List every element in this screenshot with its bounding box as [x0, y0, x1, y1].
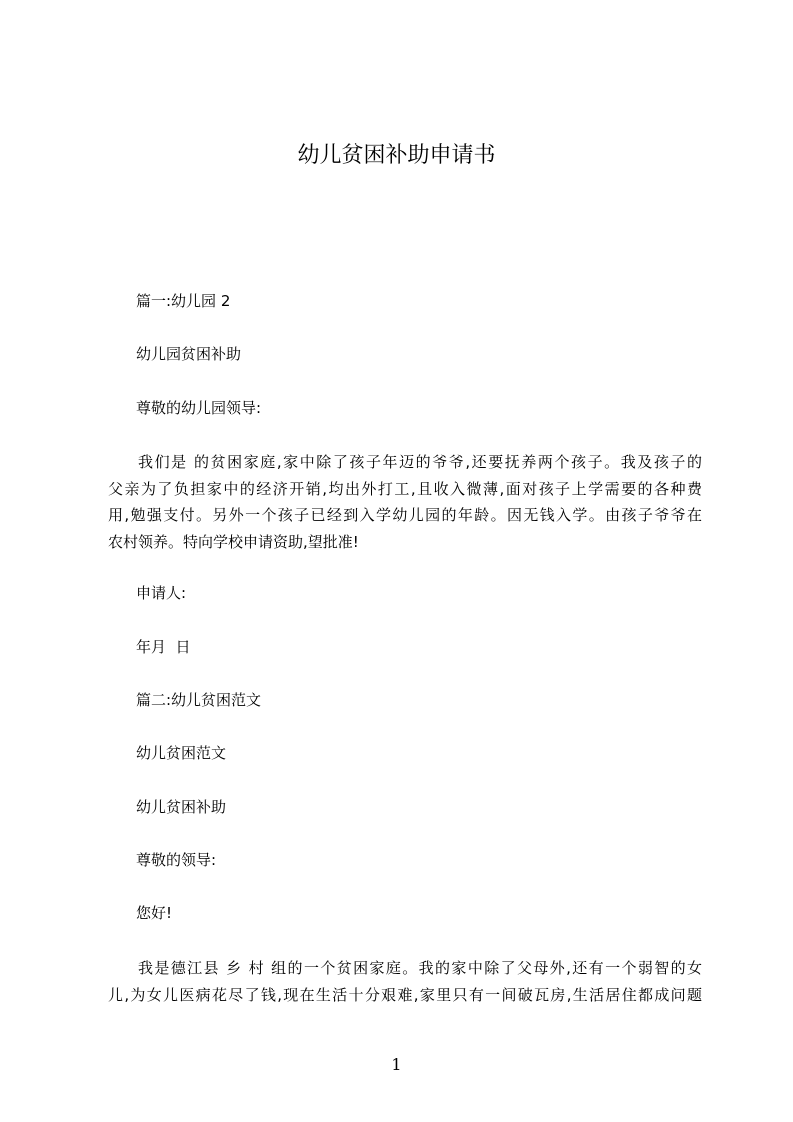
section2-body-line: 我是德江县 乡 村 组的一个贫困家庭。我的家中除了父母外,还有一个弱智的女 — [138, 959, 702, 977]
section1-salutation: 尊敬的幼儿园领导: — [136, 399, 262, 417]
section1-body-line: 我们是 的贫困家庭,家中除了孩子年迈的爷爷,还要抚养两个孩子。我及孩子的 — [138, 453, 702, 471]
section2-salutation: 尊敬的领导: — [136, 851, 217, 869]
section1-heading: 篇一:幼儿园 2 — [136, 292, 231, 310]
page-number: 1 — [391, 1055, 402, 1074]
section2-heading: 篇二:幼儿贫困范文 — [136, 691, 262, 709]
section1-subtitle: 幼儿园贫困补助 — [136, 345, 242, 363]
section1-body-line: 农村领养。特向学校申请资助,望批准! — [108, 532, 359, 551]
section2-body — [108, 955, 702, 1008]
section2-body-line: 儿,为女儿医病花尽了钱,现在生活十分艰难,家里只有一间破瓦房,生活居住都成问题 — [108, 985, 702, 1004]
section1-body-line: 用,勉强支付。另外一个孩子已经到入学幼儿园的年龄。因无钱入学。由孩子爷爷在 — [108, 506, 702, 524]
section1-body — [108, 449, 702, 555]
section2-subtitle: 幼儿贫困范文 — [136, 744, 227, 762]
section2-greeting: 您好! — [136, 904, 173, 922]
section1-date: 年月 日 — [136, 638, 191, 656]
section2-subtitle-secondary: 幼儿贫困补助 — [136, 798, 227, 816]
page-title: 幼儿贫困补助申请书 — [297, 143, 496, 168]
section1-applicant: 申请人: — [136, 584, 187, 602]
section1-body-line: 父亲为了负担家中的经济开销,均出外打工,且收入微薄,面对孩子上学需要的各种费 — [108, 479, 702, 498]
